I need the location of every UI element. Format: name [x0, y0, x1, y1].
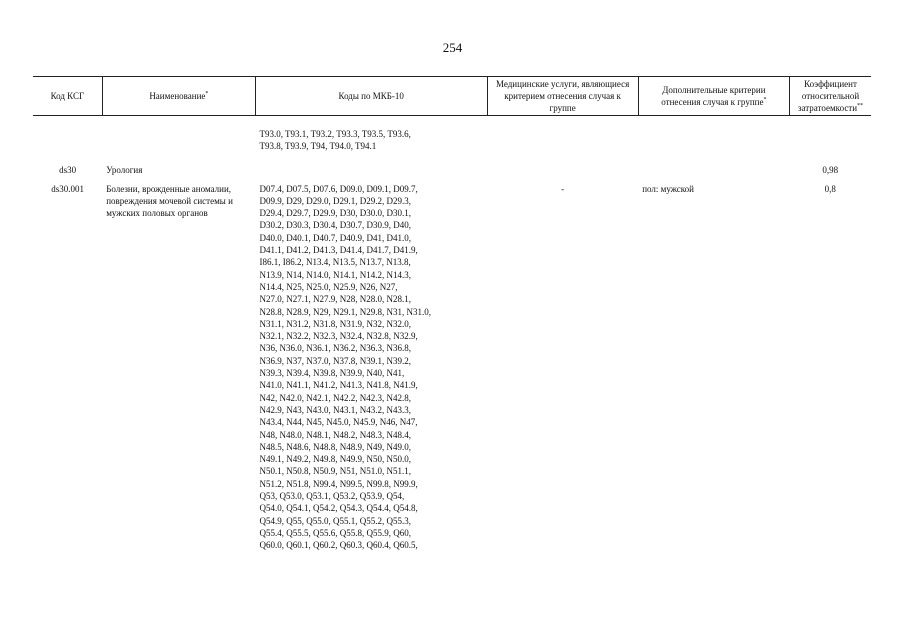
mkb-code-line: N43.4, N44, N45, N45.0, N45.9, N46, N47,: [259, 417, 418, 428]
mkb-code-line: D30.2, D30.3, D30.4, D30.7, D30.9, D40,: [259, 220, 411, 231]
mkb-code-line: N32.1, N32.2, N32.3, N32.4, N32.8, N32.9,: [259, 331, 418, 342]
mkb-code-line: N50.1, N50.8, N50.9, N51, N51.0, N51.1,: [259, 466, 411, 477]
header-name-footnote: *: [205, 91, 209, 97]
cell-code: [33, 116, 102, 153]
cell-name: Болезни, врожденные аномалии, повреждения мочевой системы и мужских половых органов: [106, 183, 233, 218]
cell-services: [487, 116, 638, 153]
table-row: [33, 176, 871, 552]
mkb-code-line: N31.1, N31.2, N31.8, N31.9, N32, N32.0,: [259, 318, 411, 329]
mkb-code-line: N28.8, N28.9, N29, N29.1, N29.8, N31, N31.0,: [259, 306, 431, 317]
header-name-text: Наименование: [149, 91, 206, 101]
cell-mkb: [255, 176, 487, 552]
header-coef: [790, 77, 871, 116]
header-coef-footnote: **: [857, 103, 864, 109]
mkb-code-line: Q54.9, Q55, Q55.0, Q55.1, Q55.2, Q55.3,: [259, 515, 411, 526]
header-name: [102, 77, 255, 116]
mkb-code-line: N49.1, N49.2, N49.8, N49.9, N50, N50.0,: [259, 454, 411, 465]
mkb-code-line: N36.9, N37, N37.0, N37.8, N39.1, N39.2,: [259, 355, 411, 366]
cell-criteria: пол: мужской: [642, 183, 695, 194]
header-code-text: Код КСГ: [50, 91, 85, 101]
cell-name: Урология: [106, 164, 143, 175]
header-services: [487, 77, 638, 116]
mkb-code-line: D07.4, D07.5, D07.6, D09.0, D09.1, D09.7,: [259, 183, 418, 194]
mkb-code-line: N13.9, N14, N14.0, N14.1, N14.2, N14.3,: [259, 269, 411, 280]
mkb-code-line: N42, N42.0, N42.1, N42.2, N42.3, N42.8,: [259, 392, 411, 403]
mkb-code-line: Q53, Q53.0, Q53.1, Q53.2, Q53.9, Q54,: [259, 491, 405, 502]
cell-coef: 0,98: [822, 164, 839, 175]
mkb-code-line: Q60.0, Q60.1, Q60.2, Q60.3, Q60.4, Q60.5,: [259, 540, 418, 551]
mkb-code-line: Q54.0, Q54.1, Q54.2, Q54.3, Q54.4, Q54.8,: [259, 503, 418, 514]
mkb-code-line: N39.3, N39.4, N39.8, N39.9, N40, N41,: [259, 368, 405, 379]
header-criteria: [638, 77, 789, 116]
cell-name: [102, 116, 255, 153]
ksg-table: [33, 76, 871, 552]
mkb-code-line: D41.1, D41.2, D41.3, D41.4, D41.7, D41.9,: [259, 245, 418, 256]
table-row: [33, 153, 871, 176]
mkb-code-line: N48.5, N48.6, N48.8, N48.9, N49, N49.0,: [259, 441, 411, 452]
page-number: 254: [442, 40, 463, 55]
mkb-code-line: D40.0, D40.1, D40.7, D40.9, D41, D41.0,: [259, 232, 411, 243]
mkb-code-line: N42.9, N43, N43.0, N43.1, N43.2, N43.3,: [259, 404, 411, 415]
mkb-code-line: D29.4, D29.7, D29.9, D30, D30.0, D30.1,: [259, 208, 411, 219]
cell-code: ds30.001: [51, 183, 84, 194]
cell-criteria: [638, 153, 789, 176]
header-mkb: [255, 77, 487, 116]
cell-mkb: [255, 153, 487, 176]
cell-criteria: [638, 116, 789, 153]
table-row: [33, 116, 871, 153]
table-header-row: [33, 77, 871, 116]
cell-services: [487, 153, 638, 176]
mkb-code-line: N14.4, N25, N25.0, N25.9, N26, N27,: [259, 281, 398, 292]
header-criteria-footnote: *: [763, 97, 767, 103]
cell-code: ds30: [59, 164, 77, 175]
cell-services: -: [561, 183, 565, 194]
mkb-code-line: N51.2, N51.8, N99.4, N99.5, N99.8, N99.9,: [259, 478, 418, 489]
mkb-code-line: T93.0, T93.1, T93.2, T93.3, T93.5, T93.6,: [259, 129, 411, 139]
mkb-code-line: T93.8, T93.9, T94, T94.0, T94.1: [259, 141, 377, 152]
cell-coef: 0,8: [824, 183, 836, 194]
mkb-code-line: N48, N48.0, N48.1, N48.2, N48.3, N48.4,: [259, 429, 411, 440]
cell-coef: [790, 116, 871, 153]
mkb-code-line: N27.0, N27.1, N27.9, N28, N28.0, N28.1,: [259, 294, 411, 305]
header-code: [33, 77, 102, 116]
mkb-code-line: N36, N36.0, N36.1, N36.2, N36.3, N36.8,: [259, 343, 411, 354]
header-criteria-text: Дополнительные критерии отнесения случая к группе: [661, 85, 766, 107]
mkb-code-line: N41.0, N41.1, N41.2, N41.3, N41.8, N41.9,: [259, 380, 418, 391]
mkb-code-line: I86.1, I86.2, N13.4, N13.5, N13.7, N13.8,: [259, 257, 411, 268]
header-mkb-text: Коды по МКБ-10: [338, 91, 404, 101]
mkb-code-line: Q55.4, Q55.5, Q55.6, Q55.8, Q55.9, Q60,: [259, 527, 411, 538]
cell-mkb: [255, 116, 487, 153]
header-services-text: Медицинские услуги, являющиеся критерием отнесения случая к группе: [495, 79, 630, 113]
header-coef-text: Коэффициент относительной затратоемкости: [797, 79, 860, 113]
mkb-code-line: D09.9, D29, D29.0, D29.1, D29.2, D29.3,: [259, 195, 411, 206]
